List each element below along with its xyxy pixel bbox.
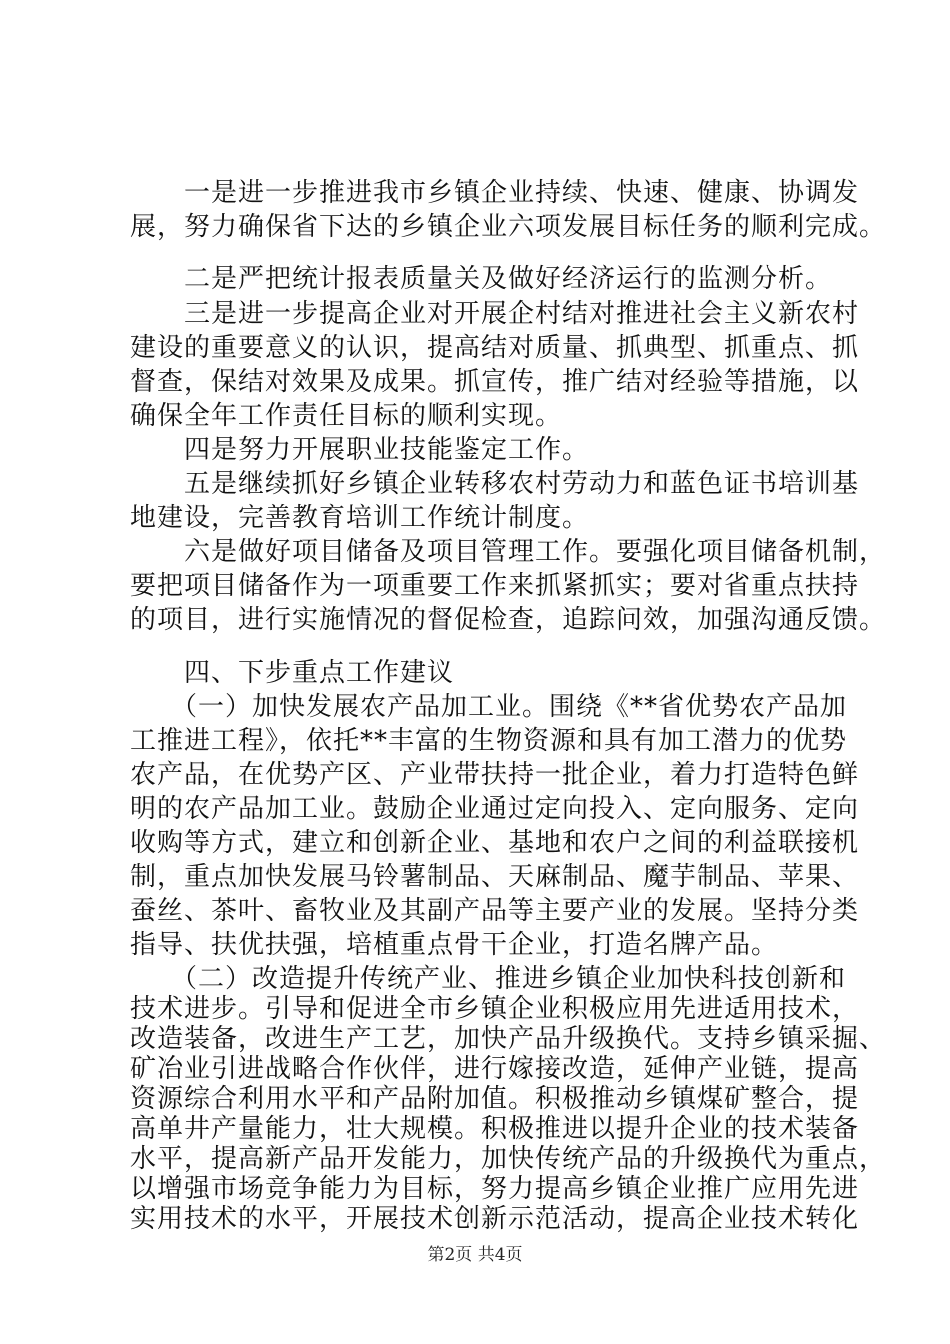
- text-line: 明的农产品加工业。鼓励企业通过定向投入、定向服务、定向: [130, 794, 860, 824]
- text-line: 督查，保结对效果及成果。抓宣传，推广结对经验等措施，以: [130, 367, 860, 397]
- text-line: 资源综合利用水平和产品附加值。积极推动乡镇煤矿整合，提: [130, 1084, 860, 1114]
- text-line: 农产品，在优势产区、产业带扶持一批企业，着力打造特色鲜: [130, 760, 860, 790]
- text-line: 要把项目储备作为一项重要工作来抓紧抓实；要对省重点扶持: [130, 571, 860, 601]
- text-line: 制，重点加快发展马铃薯制品、天麻制品、魔芋制品、苹果、: [130, 862, 860, 892]
- text-line: 的项目，进行实施情况的督促检查，追踪问效，加强沟通反馈。: [130, 605, 887, 635]
- text-line: （一）加快发展农产品加工业。围绕《**省优势农产品加: [130, 692, 848, 722]
- text-line: 高单井产量能力，壮大规模。积极推进以提升企业的技术装备: [130, 1114, 860, 1144]
- text-line: 工推进工程》，依托**丰富的生物资源和具有加工潜力的优势: [130, 726, 848, 756]
- text-line: 水平，提高新产品开发能力，加快传统产品的升级换代为重点，: [130, 1144, 887, 1174]
- text-line: 三是进一步提高企业对开展企村结对推进社会主义新农村: [130, 299, 860, 329]
- text-line: 二是严把统计报表质量关及做好经济运行的监测分析。: [130, 264, 833, 294]
- text-line: 四是努力开展职业技能鉴定工作。: [130, 435, 590, 465]
- text-line: 地建设，完善教育培训工作统计制度。: [130, 503, 590, 533]
- text-line: 蚕丝、茶叶、畜牧业及其副产品等主要产业的发展。坚持分类: [130, 896, 860, 926]
- text-line: 六是做好项目储备及项目管理工作。要强化项目储备机制，: [130, 537, 887, 567]
- text-line: 收购等方式，建立和创新企业、基地和农户之间的利益联接机: [130, 828, 860, 858]
- section-heading: 四、下步重点工作建议: [130, 658, 455, 688]
- text-line: 展，努力确保省下达的乡镇企业六项发展目标任务的顺利完成。: [130, 212, 887, 242]
- text-line: 技术进步。引导和促进全市乡镇企业积极应用先进适用技术，: [130, 994, 860, 1024]
- text-line: 实用技术的水平，开展技术创新示范活动，提高企业技术转化: [130, 1204, 860, 1234]
- text-line: （二）改造提升传统产业、推进乡镇企业加快科技创新和: [130, 964, 847, 994]
- text-line: 以增强市场竞争能力为目标，努力提高乡镇企业推广应用先进: [130, 1174, 860, 1204]
- text-line: 确保全年工作责任目标的顺利实现。: [130, 401, 563, 431]
- page-number-footer: 第2页 共4页: [427, 1245, 523, 1265]
- text-line: 建设的重要意义的认识，提高结对质量、抓典型、抓重点、抓: [130, 333, 860, 363]
- text-line: 矿冶业引进战略合作伙伴，进行嫁接改造，延伸产业链，提高: [130, 1054, 860, 1084]
- text-line: 五是继续抓好乡镇企业转移农村劳动力和蓝色证书培训基: [130, 469, 860, 499]
- text-line: 改造装备，改进生产工艺，加快产品升级换代。支持乡镇采掘、: [130, 1024, 887, 1054]
- text-line: 指导、扶优扶强，培植重点骨干企业，打造名牌产品。: [130, 930, 779, 960]
- text-line: 一是进一步推进我市乡镇企业持续、快速、健康、协调发: [130, 178, 860, 208]
